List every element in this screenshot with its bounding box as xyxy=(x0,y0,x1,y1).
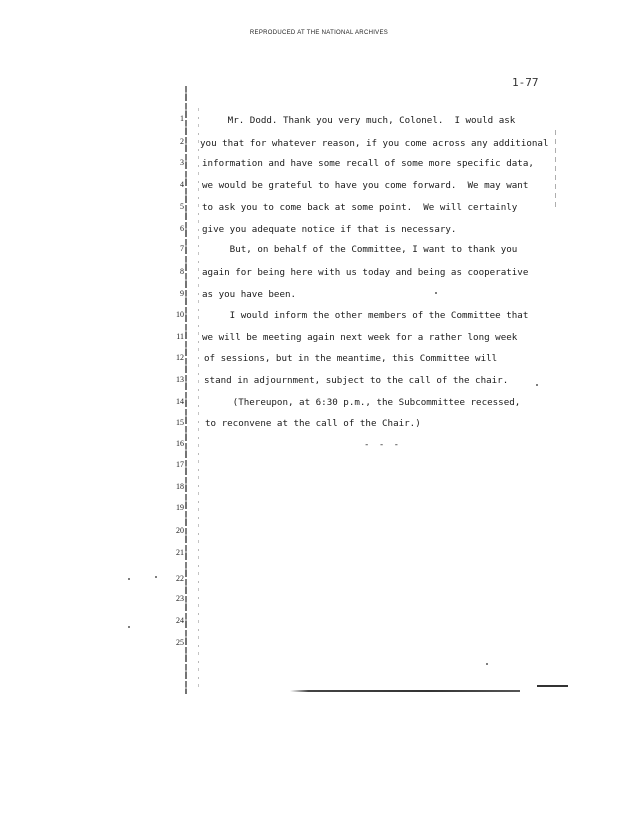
line-number: 5 xyxy=(180,202,184,211)
scan-speck xyxy=(128,626,130,628)
transcript-line: (Thereupon, at 6:30 p.m., the Subcommittee recessed, xyxy=(205,397,521,408)
line-number: 12 xyxy=(176,353,184,362)
transcript-line: to ask you to come back at some point. We will certainly xyxy=(202,202,518,213)
transcript-line: you that for whatever reason, if you come across any additional xyxy=(200,138,549,149)
left-margin-rule xyxy=(185,86,187,694)
line-number: 8 xyxy=(180,267,184,276)
transcript-line: I would inform the other members of the Committee that xyxy=(202,310,529,321)
transcript-line: to reconvene at the call of the Chair.) xyxy=(205,418,421,429)
end-of-transcript-mark: - - - xyxy=(364,440,402,450)
archives-header: REPRODUCED AT THE NATIONAL ARCHIVES xyxy=(249,30,389,36)
scan-speck xyxy=(128,578,130,580)
transcript-line: as you have been. xyxy=(202,289,297,300)
line-number: 4 xyxy=(180,180,184,189)
bottom-rule-right xyxy=(537,685,568,687)
line-number: 19 xyxy=(176,503,184,512)
line-number: 21 xyxy=(176,548,184,557)
transcript-line: we will be meeting again next week for a rather long week xyxy=(202,332,518,343)
scan-speck xyxy=(435,292,437,294)
transcript-line: give you adequate notice if that is necessary. xyxy=(202,224,457,235)
right-margin-mark xyxy=(555,130,556,210)
line-number: 18 xyxy=(176,482,184,491)
page-number: 1-77 xyxy=(512,76,539,89)
line-number: 25 xyxy=(176,638,184,647)
line-number: 7 xyxy=(180,244,184,253)
transcript-line: stand in adjournment, subject to the call of the chair. xyxy=(204,375,509,386)
transcript-line: Mr. Dodd. Thank you very much, Colonel. I would ask xyxy=(200,115,516,126)
line-number: 6 xyxy=(180,224,184,233)
line-number: 24 xyxy=(176,616,184,625)
line-number: 3 xyxy=(180,158,184,167)
line-number: 9 xyxy=(180,289,184,298)
line-number: 2 xyxy=(180,137,184,146)
left-margin-rule-inner xyxy=(198,108,199,693)
line-number: 23 xyxy=(176,594,184,603)
transcript-line: of sessions, but in the meantime, this Committee will xyxy=(204,353,498,364)
line-number: 10 xyxy=(176,310,184,319)
line-number: 16 xyxy=(176,439,184,448)
transcript-line: again for being here with us today and being as cooperative xyxy=(202,267,529,278)
bottom-rule xyxy=(290,690,520,692)
line-number: 11 xyxy=(176,332,184,341)
line-number: 20 xyxy=(176,526,184,535)
scan-speck xyxy=(536,384,538,386)
transcript-line: But, on behalf of the Committee, I want to thank you xyxy=(202,244,518,255)
line-number: 1 xyxy=(180,114,184,123)
transcript-line: we would be grateful to have you come forward. We may want xyxy=(202,180,529,191)
scan-speck xyxy=(155,576,157,578)
line-number: 17 xyxy=(176,460,184,469)
line-number: 22 xyxy=(176,574,184,583)
line-number: 14 xyxy=(176,397,184,406)
transcript-line: information and have some recall of some more specific data, xyxy=(202,158,534,169)
line-number: 15 xyxy=(176,418,184,427)
scan-speck xyxy=(486,663,488,665)
line-number: 13 xyxy=(176,375,184,384)
